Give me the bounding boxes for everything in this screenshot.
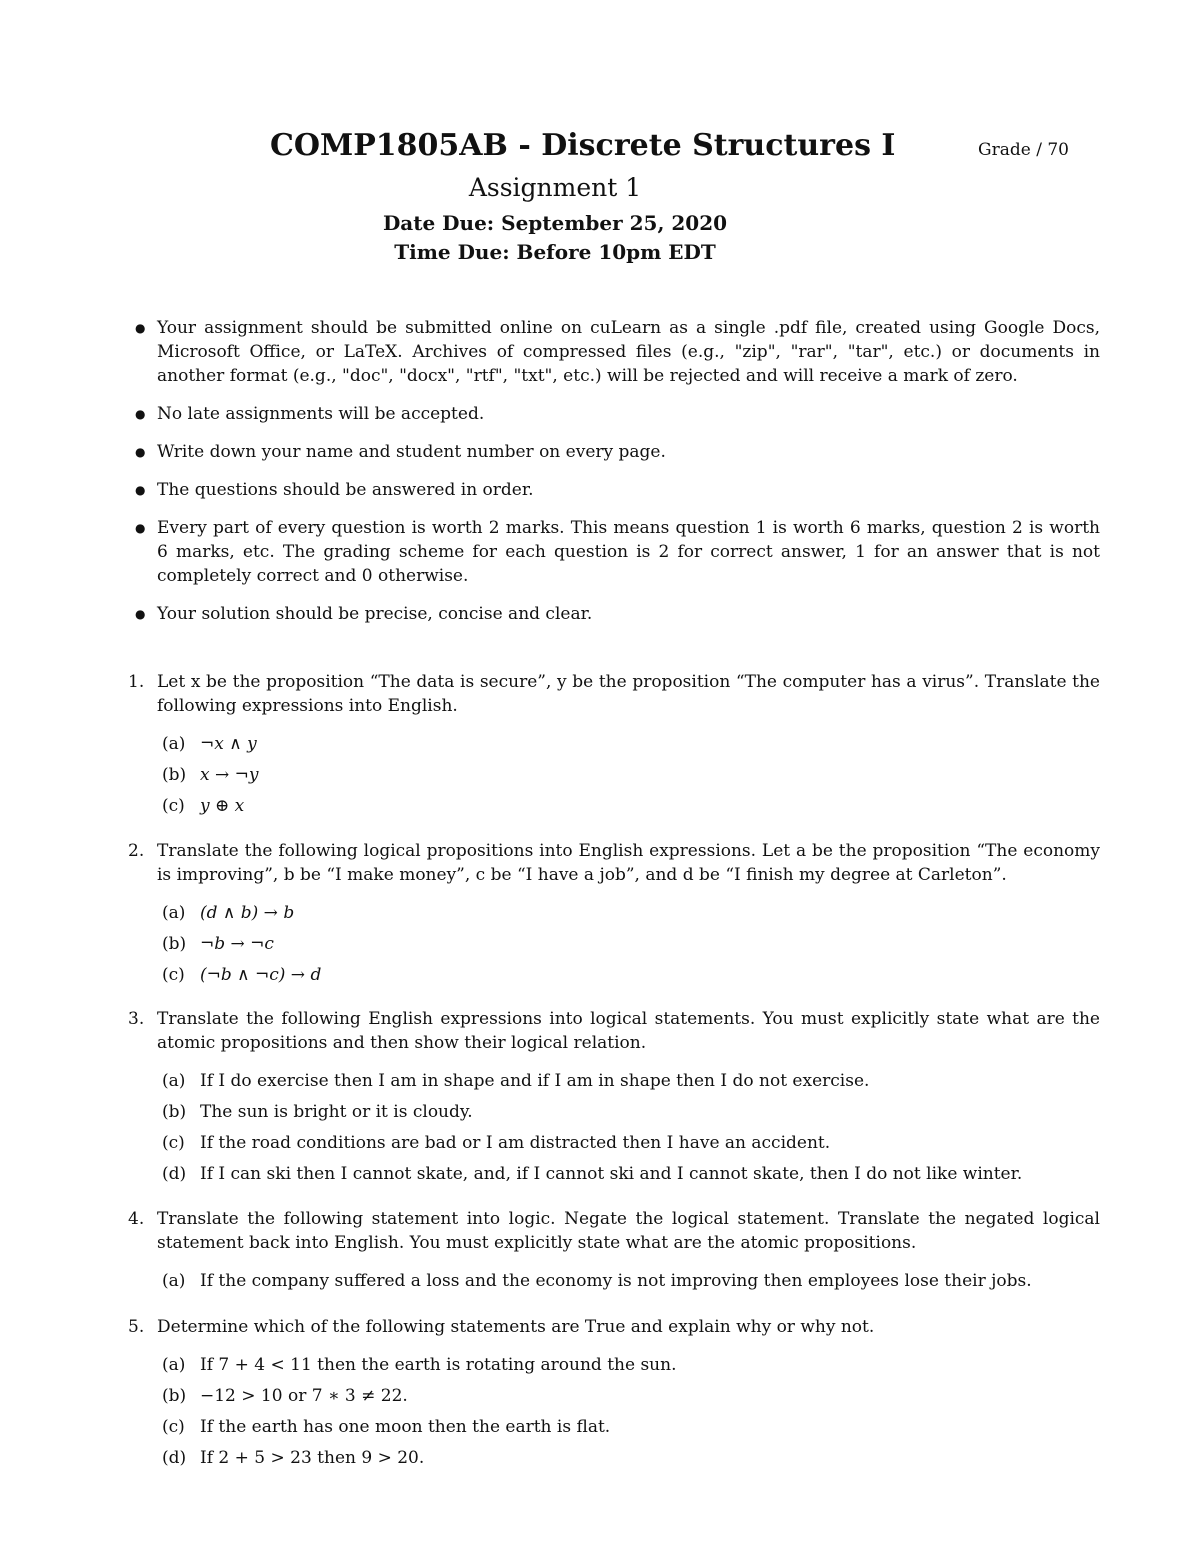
question-part: (a) ¬x ∧ y bbox=[162, 734, 257, 754]
rule-item: ● Write down your name and student number on every page. bbox=[135, 442, 666, 462]
question-text: Translate the following statement into logic. Negate the logical statement. Translate the negated logical statement back into English. You must explicitly state what are the atomic propositions. bbox=[157, 1209, 1100, 1253]
question-part: (d) If I can ski then I cannot skate, and, if I cannot ski and I cannot skate, then I do not like winter. bbox=[162, 1164, 1023, 1184]
question-part: (c) If the road conditions are bad or I am distracted then I have an accident. bbox=[162, 1133, 831, 1153]
date-due: Date Due: September 25, 2020 bbox=[382, 211, 728, 235]
question-part: (b) −12 > 10 or 7 ∗ 3 ≠ 22. bbox=[162, 1386, 408, 1406]
grade-label: Grade / 70 bbox=[978, 140, 1069, 160]
question-part: (a) (d ∧ b) → b bbox=[162, 903, 295, 923]
question-number: 3. bbox=[128, 1009, 145, 1029]
question-2 bbox=[120, 839, 1100, 994]
bullet-icon: ● bbox=[135, 445, 146, 459]
rule-item: ● Every part of every question is worth 2 marks. This means question 1 is worth 6 marks, question 2 is worth 6 marks, etc. The grading scheme for each question is 2 for correct answer, 1 for an answer that is not completely correct and 0 otherwise. bbox=[135, 518, 1100, 586]
question-part: (a) If the company suffered a loss and the economy is not improving then employees lose their jobs. bbox=[162, 1271, 1032, 1291]
question-1 bbox=[120, 670, 1100, 825]
question-part: (b) ¬b → ¬c bbox=[162, 934, 274, 954]
bullet-icon: ● bbox=[135, 407, 146, 421]
question-number: 4. bbox=[128, 1209, 145, 1229]
rules-list bbox=[120, 316, 1100, 640]
course-title: COMP1805AB - Discrete Structures I bbox=[270, 128, 896, 163]
question-part: (d) If 2 + 5 > 23 then 9 > 20. bbox=[162, 1448, 425, 1468]
question-text: Translate the following logical propositions into English expressions. Let a be the proposition “The economy is improving”, b be “I make money”, c be “I have a job”, and d be “I finish my degree at Carleton”. bbox=[157, 841, 1100, 885]
question-text: Translate the following English expressions into logical statements. You must explicitly state what are the atomic propositions and then show their logical relation. bbox=[157, 1009, 1100, 1053]
question-part: (c) y ⊕ x bbox=[162, 796, 245, 816]
question-5 bbox=[120, 1315, 1100, 1477]
assignment-title: Assignment 1 bbox=[468, 173, 642, 202]
question-part: (c) (¬b ∧ ¬c) → d bbox=[162, 965, 322, 985]
question-number: 5. bbox=[128, 1317, 145, 1337]
bullet-icon: ● bbox=[135, 483, 146, 497]
bullet-icon: ● bbox=[135, 521, 146, 535]
rule-item: ● The questions should be answered in order. bbox=[135, 480, 534, 500]
question-number: 1. bbox=[128, 672, 145, 692]
question-part: (b) The sun is bright or it is cloudy. bbox=[162, 1102, 473, 1122]
bullet-icon: ● bbox=[135, 321, 146, 335]
bullet-icon: ● bbox=[135, 607, 146, 621]
question-3 bbox=[120, 1007, 1100, 1193]
question-text: Let x be the proposition “The data is secure”, y be the proposition “The computer has a virus”. Translate the following expressions into English. bbox=[157, 672, 1100, 716]
rule-item: ● No late assignments will be accepted. bbox=[135, 404, 485, 424]
question-part: (a) If 7 + 4 < 11 then the earth is rotating around the sun. bbox=[162, 1355, 677, 1375]
question-part: (b) x → ¬y bbox=[162, 765, 259, 785]
question-part: (a) If I do exercise then I am in shape and if I am in shape then I do not exercise. bbox=[162, 1071, 870, 1091]
time-due: Time Due: Before 10pm EDT bbox=[394, 240, 716, 264]
question-number: 2. bbox=[128, 841, 145, 861]
rule-item: ● Your solution should be precise, concise and clear. bbox=[135, 604, 593, 624]
question-part: (c) If the earth has one moon then the earth is flat. bbox=[162, 1417, 611, 1437]
question-4 bbox=[120, 1207, 1100, 1300]
question-text: Determine which of the following statements are True and explain why or why not. bbox=[157, 1317, 875, 1337]
rule-item: ● Your assignment should be submitted online on cuLearn as a single .pdf file, created using Google Docs, Microsoft Office, or LaTeX. Archives of compressed files (e.g., "zip", "rar", "tar", etc.) or documents in another format (e.g., "doc", "docx", "rtf", "txt", etc.) will be rejected and will receive a mark of zero. bbox=[135, 318, 1100, 386]
